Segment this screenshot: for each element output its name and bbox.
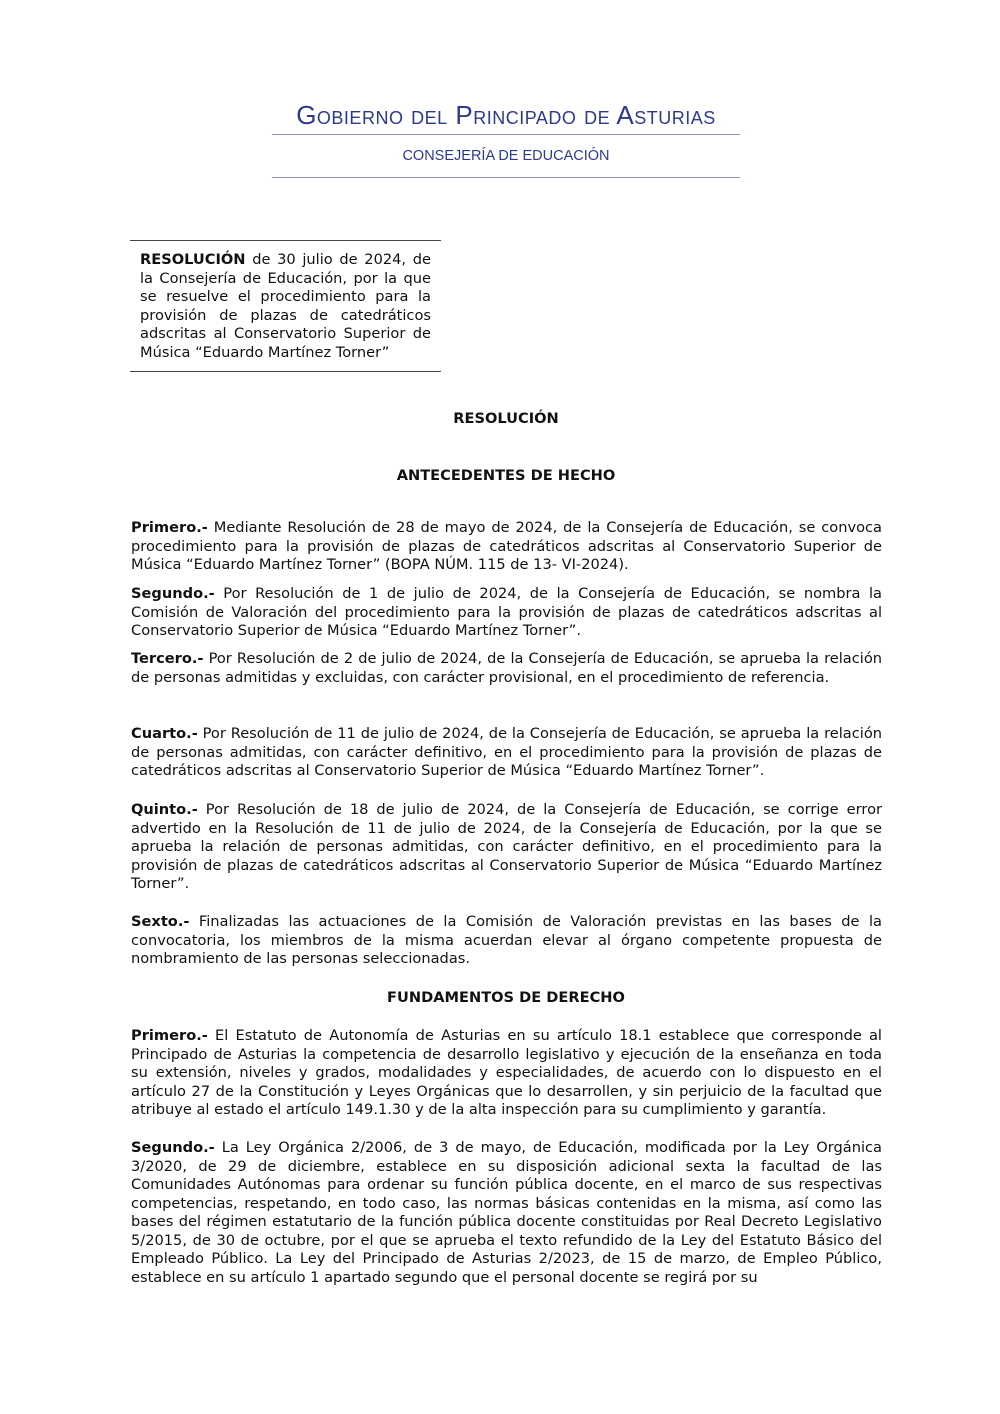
item-text: La Ley Orgánica 2/2006, de 3 de mayo, de Educación, modificada por la Ley Orgánica 3/2020, de 29 de diciembre, establece en su disposición adicional sexta la facultad de las Comunidades Autónomas para ordenar su función pública docente, en el marco de sus respectivas competencias, respetando, en todo caso, las normas básicas contenidas en la misma, así como las bases del régimen estatutario de la función pública docente constituidas por Real Decreto Legislativo 5/2015, de 30 de octubre, por el que se aprueba el texto refundido de la Ley del Estatuto Básico del Empleado Público. La Ley del Principado de Asturias 2/2023, de 15 de marzo, de Empleo Público, establece en su artículo 1 apartado segundo que el personal docente se regirá por su bbox=[131, 1139, 882, 1286]
fundamentos-heading: FUNDAMENTOS DE DERECHO bbox=[387, 989, 625, 1006]
header-divider-top bbox=[272, 134, 740, 135]
department-name: CONSEJERÍA DE EDUCACIÓN bbox=[402, 148, 610, 164]
item-text: Mediante Resolución de 28 de mayo de 2024, de la Consejería de Educación, se convoca procedimiento para la provisión de plazas de catedráticos adscritas al Conservatorio Superior de Música “Eduardo Martínez Torner” (BOPA NÚM. 115 de 13- VI-2024). bbox=[131, 519, 882, 573]
antecedentes-item bbox=[131, 913, 882, 969]
summary-text: de 30 julio de 2024, de la Consejería de Educación, por la que se resuelve el procedimiento para la provisión de plazas de catedráticos adscritas al Conservatorio Superior de Música “Eduardo Martínez Torner” bbox=[140, 251, 431, 361]
antecedentes-heading: ANTECEDENTES DE HECHO bbox=[396, 467, 616, 484]
item-label: Primero.- bbox=[131, 1027, 208, 1044]
antecedentes-item bbox=[131, 725, 882, 781]
antecedentes-item bbox=[131, 585, 882, 641]
antecedentes-item bbox=[131, 519, 882, 575]
fundamentos-item bbox=[131, 1027, 882, 1120]
letterhead bbox=[272, 100, 740, 178]
government-title: Gobierno del Principado de Asturias bbox=[296, 100, 716, 130]
fundamentos-item bbox=[131, 1139, 882, 1287]
item-label: Sexto.- bbox=[131, 913, 190, 930]
item-label: Cuarto.- bbox=[131, 725, 198, 742]
item-text: Por Resolución de 18 de julio de 2024, de la Consejería de Educación, se corrige error advertido en la Resolución de 11 de julio de 2024, de la Consejería de Educación, por la que se aprueba la relación de personas admitidas, con carácter definitivo, en el procedimiento para la provisión de plazas de catedráticos adscritas al Conservatorio Superior de Música “Eduardo Martínez Torner”. bbox=[131, 801, 882, 892]
item-text: Por Resolución de 1 de julio de 2024, de la Consejería de Educación, se nombra la Comisión de Valoración del procedimiento para la provisión de plazas de catedráticos adscritas al Conservatorio Superior de Música “Eduardo Martínez Torner”. bbox=[131, 585, 882, 639]
item-text: El Estatuto de Autonomía de Asturias en su artículo 18.1 establece que corresponde al Principado de Asturias la competencia de desarrollo legislativo y ejecución de la enseñanza en toda su extensión, niveles y grados, modalidades y especialidades, de acuerdo con lo dispuesto en el artículo 27 de la Constitución y Leyes Orgánicas que lo desarrollen, y sin perjuicio de la facultad que atribuye al estado el artículo 149.1.30 y de la alta inspección para su cumplimiento y garantía. bbox=[131, 1027, 882, 1118]
item-label: Quinto.- bbox=[131, 801, 198, 818]
item-text: Finalizadas las actuaciones de la Comisión de Valoración previstas en las bases de la convocatoria, los miembros de la misma acuerdan elevar al órgano competente propuesta de nombramiento de las personas seleccionadas. bbox=[131, 913, 882, 967]
item-label: Segundo.- bbox=[131, 1139, 215, 1156]
header-divider-bottom bbox=[272, 177, 740, 178]
summary-lead: RESOLUCIÓN bbox=[140, 251, 246, 268]
item-text: Por Resolución de 11 de julio de 2024, de la Consejería de Educación, se aprueba la relación de personas admitidas, con carácter definitivo, en el procedimiento para la provisión de plazas de catedráticos adscritas al Conservatorio Superior de Música “Eduardo Martínez Torner”. bbox=[131, 725, 882, 779]
resolution-summary bbox=[130, 240, 441, 372]
antecedentes-item bbox=[131, 650, 882, 687]
item-label: Tercero.- bbox=[131, 650, 204, 667]
item-label: Segundo.- bbox=[131, 585, 215, 602]
document-title: RESOLUCIÓN bbox=[453, 410, 559, 427]
item-text: Por Resolución de 2 de julio de 2024, de la Consejería de Educación, se aprueba la relación de personas admitidas y excluidas, con carácter provisional, en el procedimiento de referencia. bbox=[131, 650, 882, 686]
item-label: Primero.- bbox=[131, 519, 208, 536]
antecedentes-item bbox=[131, 801, 882, 894]
